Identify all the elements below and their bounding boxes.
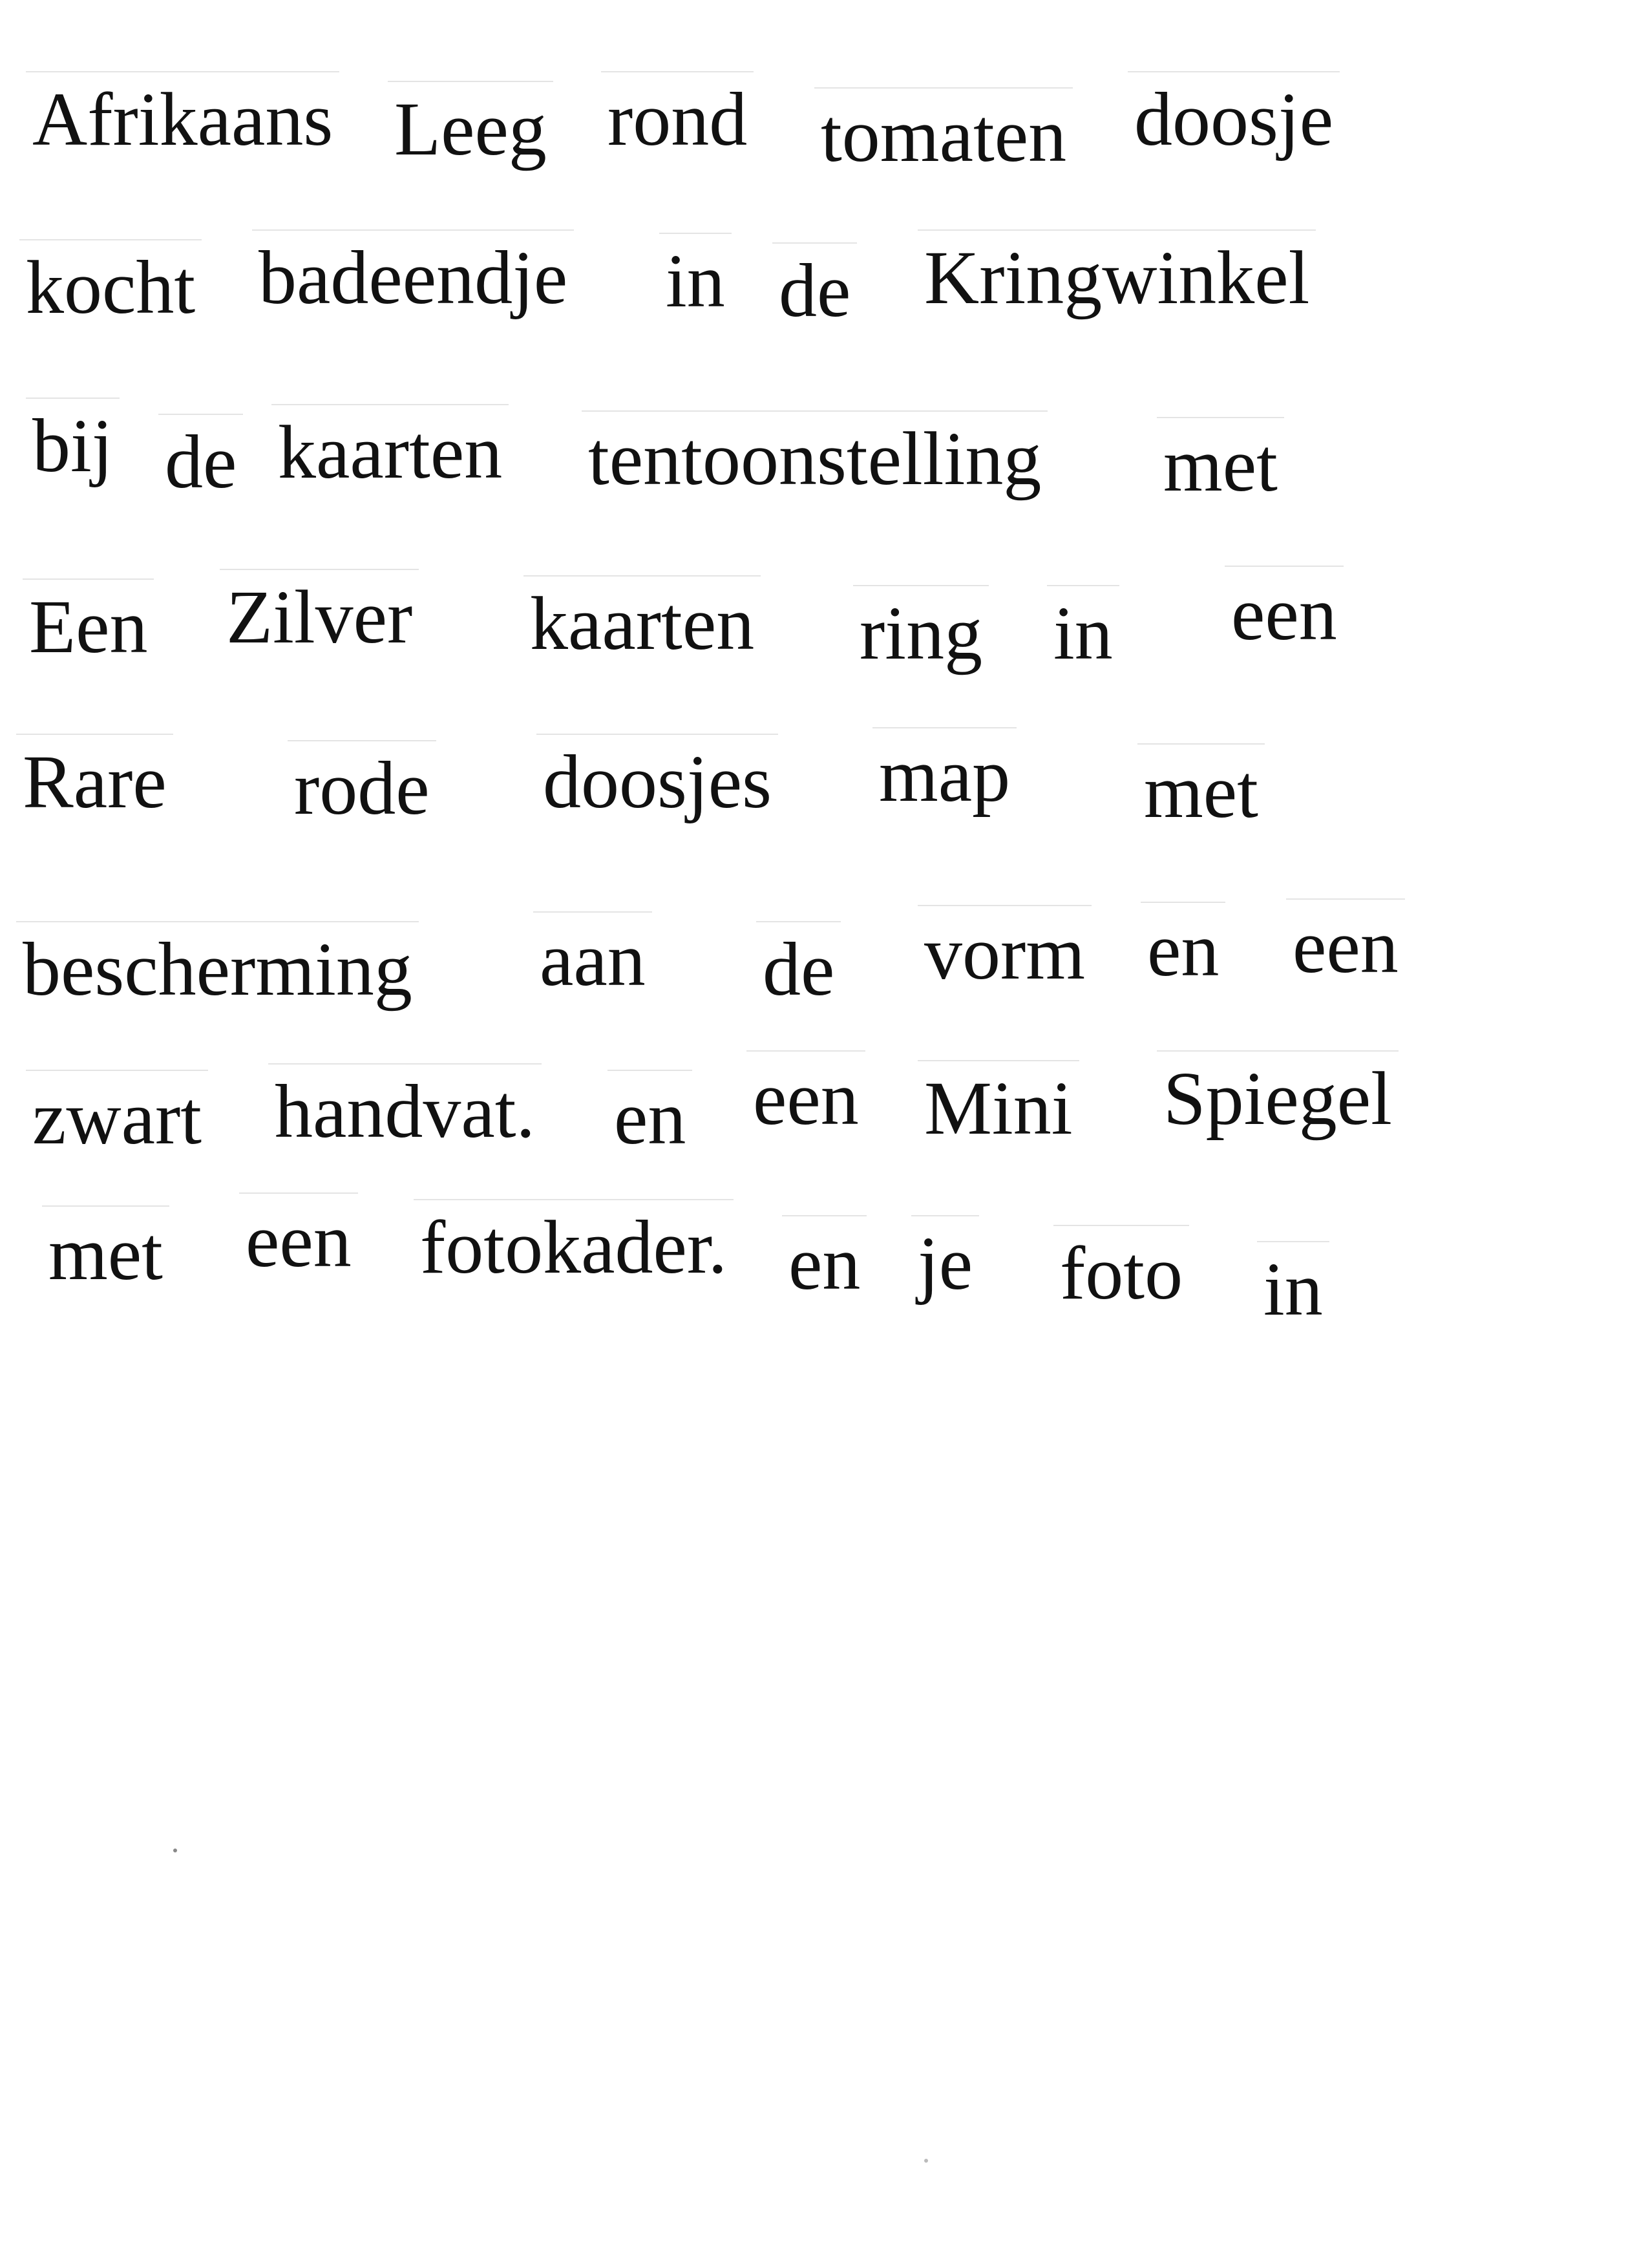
word-en: en xyxy=(782,1215,867,1313)
word-kaarten: kaarten xyxy=(271,404,509,502)
word-een: een xyxy=(1225,566,1344,664)
word-rare: Rare xyxy=(16,734,173,832)
word-foto: foto xyxy=(1053,1225,1189,1323)
word-tentoonstelling: tentoonstelling xyxy=(582,410,1048,509)
word-de: de xyxy=(756,921,841,1019)
word-een: Een xyxy=(23,578,154,677)
word-doosjes: doosjes xyxy=(536,734,778,832)
word-leeg: Leeg xyxy=(388,81,553,179)
word-rode: rode xyxy=(288,740,436,838)
word-spiegel: Spiegel xyxy=(1157,1050,1399,1149)
word-de: de xyxy=(772,242,857,341)
word-in: in xyxy=(659,233,732,331)
word-mini: Mini xyxy=(918,1060,1079,1158)
word-een: een xyxy=(239,1192,358,1291)
word-een: een xyxy=(746,1050,865,1149)
word-afrikaans: Afrikaans xyxy=(26,71,339,169)
word-vorm: vorm xyxy=(918,905,1092,1003)
word-map: map xyxy=(872,727,1017,825)
word-en: en xyxy=(1141,902,1225,1000)
word-in: in xyxy=(1257,1241,1329,1339)
word-je: je xyxy=(911,1215,979,1313)
word-met: met xyxy=(42,1205,169,1304)
word-fotokader: fotokader. xyxy=(414,1199,734,1297)
word-zilver: Zilver xyxy=(220,569,419,667)
word-bij: bij xyxy=(26,397,120,496)
word-en: en xyxy=(607,1070,692,1168)
word-aan: aan xyxy=(533,911,652,1010)
word-rond: rond xyxy=(601,71,754,169)
word-handvat: handvat. xyxy=(268,1063,542,1161)
word-met: met xyxy=(1137,743,1265,842)
word-de: de xyxy=(158,414,243,512)
word-doosje: doosje xyxy=(1128,71,1340,169)
word-in: in xyxy=(1047,585,1119,683)
scan-speck xyxy=(924,2159,928,2163)
word-kocht: kocht xyxy=(19,239,202,337)
word-tomaten: tomaten xyxy=(814,87,1073,185)
word-een: een xyxy=(1286,898,1405,997)
word-bescherming: bescherming xyxy=(16,921,419,1019)
word-badeendje: badeendje xyxy=(252,229,574,328)
word-zwart: zwart xyxy=(26,1070,208,1168)
word-kaarten: kaarten xyxy=(523,575,761,673)
word-ring: ring xyxy=(853,585,989,683)
scan-speck xyxy=(173,1849,177,1852)
word-kringwinkel: Kringwinkel xyxy=(918,229,1316,328)
word-met: met xyxy=(1157,417,1284,515)
